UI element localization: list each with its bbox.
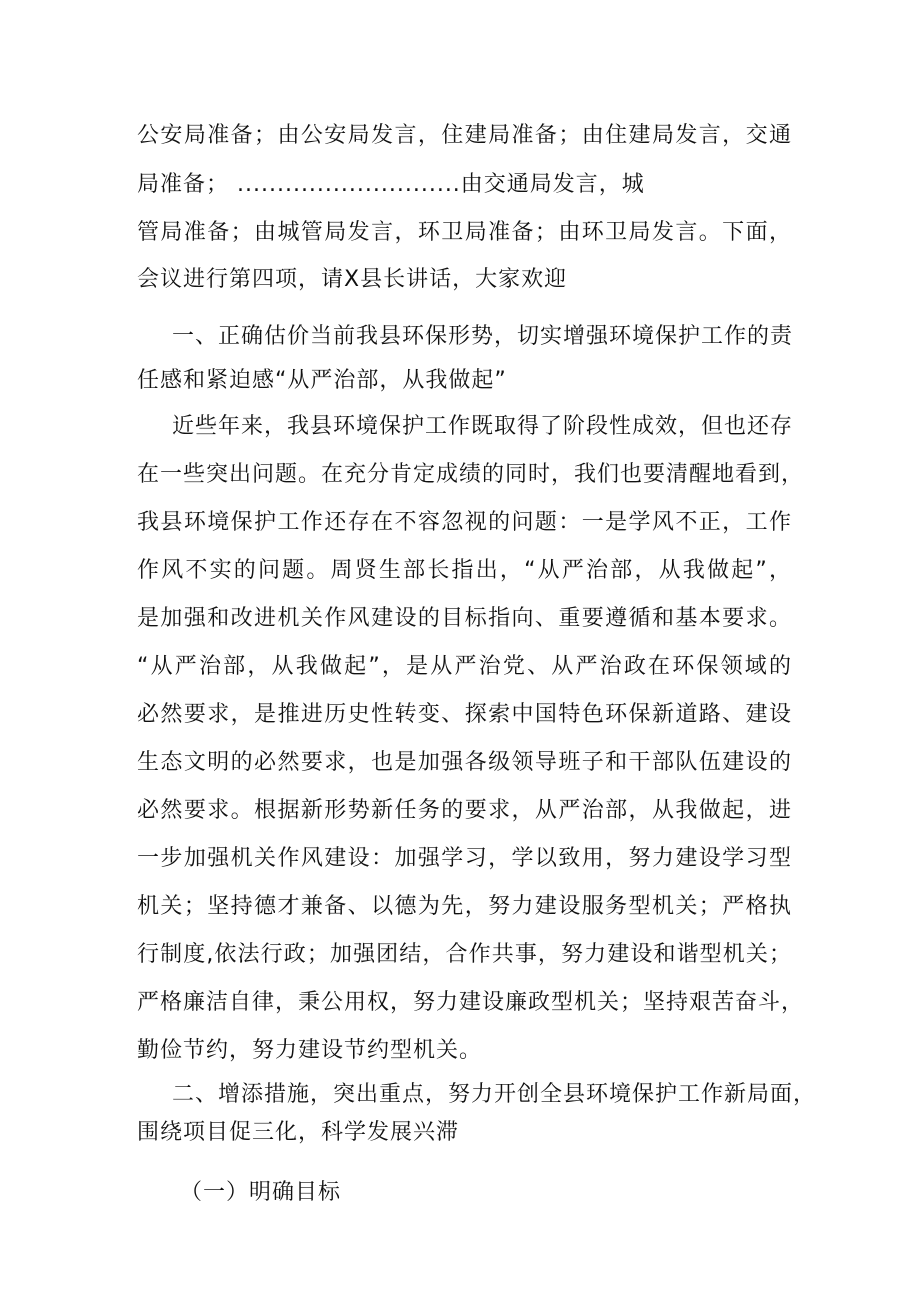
paragraph-line: 在一些突出问题。在充分肯定成绩的同时，我们也要清醒地看到， [137, 462, 805, 487]
paragraph-line: 我县环境保护工作还存在不容忽视的问题：一是学风不正，工作 [137, 510, 792, 535]
paragraph-line: 一步加强机关作风建设：加强学习，学以致用，努力建设学习型 [137, 846, 792, 871]
paragraph-line: 行制度,依法行政；加强团结，合作共事，努力建设和谐型机关； [137, 942, 792, 967]
paragraph-line: 生态文明的必然要求，也是加强各级领导班子和干部队伍建设的 [137, 750, 792, 775]
paragraph-line: 机关；坚持德才兼备、以德为先，努力建设服务型机关；严格执 [137, 894, 792, 919]
paragraph-line: 严格廉洁自律，秉公用权，努力建设廉政型机关；坚持艰苦奋斗， [137, 990, 805, 1015]
text-line: 会议进行第四项，请X县长讲话，大家欢迎 [137, 267, 568, 292]
paragraph-line: 勤俭节约，努力建设节约型机关。 [137, 1038, 483, 1063]
section-heading: 任感和紧迫感“从严治部，从我做起” [137, 368, 507, 393]
paragraph-line: “从严治部，从我做起”，是从严治党、从严治政在环保领域的 [137, 654, 793, 679]
paragraph-line: 必然要求，是推进历史性转变、探索中国特色环保新道路、建设 [137, 702, 792, 727]
text-line: 局准备； ............................由交通局发言，城 [137, 172, 645, 197]
section-heading: 二、增添措施，突出重点，努力开创全县环境保护工作新局面， [172, 1082, 817, 1107]
subsection-heading: （一）明确目标 [180, 1180, 342, 1205]
text-line: 公安局准备；由公安局发言，住建局准备；由住建局发言，交通 [137, 123, 792, 148]
text-line: 管局准备；由城管局发言，环卫局准备；由环卫局发言。下面， [137, 220, 792, 245]
paragraph-line: 作风不实的问题。周贤生部长指出，“从严治部，从我做起”， [137, 558, 793, 583]
paragraph-line: 是加强和改进机关作风建设的目标指向、重要遵循和基本要求。 [137, 606, 792, 631]
section-heading: 一、正确估价当前我县环保形势，切实增强环境保护工作的责 [172, 324, 794, 349]
paragraph-line: 必然要求。根据新形势新任务的要求，从严治部，从我做起，进 [137, 798, 792, 823]
paragraph-line: 近些年来，我县环境保护工作既取得了阶段性成效，但也还存 [172, 414, 794, 439]
section-heading: 围绕项目促三化，科学发展兴滞 [137, 1120, 460, 1145]
